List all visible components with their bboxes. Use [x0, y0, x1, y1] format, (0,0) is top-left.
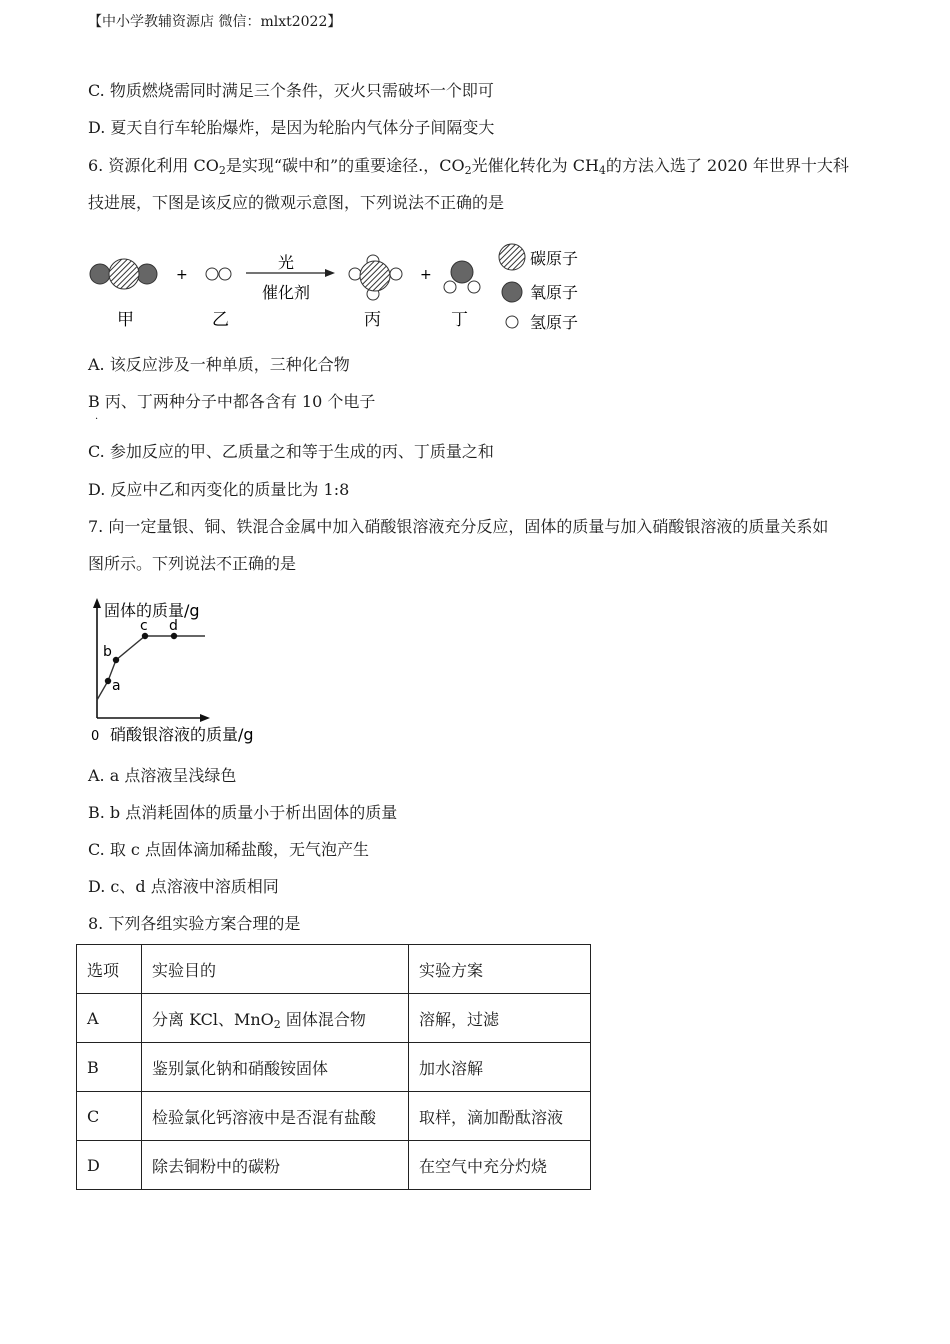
- cell-purpose: 鉴别氯化钠和硝酸铵固体: [142, 1043, 409, 1092]
- table-row: [77, 1043, 591, 1092]
- stray-dot: ·: [95, 414, 99, 425]
- cell-plan: 取样，滴加酚酞溶液: [409, 1092, 591, 1141]
- label-c: c: [140, 618, 148, 634]
- header-watermark: 【中小学教辅资源店 微信：mlxt2022】: [88, 14, 342, 30]
- q6-option-a: A. 该反应涉及一种单质，三种化合物: [88, 355, 350, 374]
- ch4-molecule: [349, 255, 402, 300]
- reaction-diagram: [80, 238, 600, 338]
- table-row: [77, 994, 591, 1043]
- h2o-molecule: [444, 261, 480, 293]
- header-option: 选项: [77, 945, 142, 994]
- q6-stem-line1: 6. 资源化利用 $CO_2$是实现“碳中和”的重要途径.，$CO_2$光催化转化为 $CH_4$的方法入选了 2020 年世界十大科: [88, 156, 849, 177]
- table-row: [77, 1092, 591, 1141]
- q5-option-c: C. 物质燃烧需同时满足三个条件，灭火只需破坏一个即可: [88, 81, 494, 100]
- q7-option-c: C. 取 c 点固体滴加稀盐酸，无气泡产生: [88, 840, 369, 859]
- y-axis-label: 固体的质量/g: [104, 601, 200, 620]
- cell-plan: 加水溶解: [409, 1043, 591, 1092]
- cell-option: B: [77, 1043, 142, 1092]
- q7-option-d: D. c、d 点溶液中溶质相同: [88, 877, 279, 896]
- legend-oxygen: 氧原子: [530, 283, 579, 302]
- q7-stem-line2: 图所示。下列说法不正确的是: [88, 554, 297, 573]
- q7-stem-line1: 7. 向一定量银、铜、铁混合金属中加入硝酸银溶液充分反应，固体的质量与加入硝酸银溶液的质量关系如: [88, 517, 829, 536]
- mass-graph: [82, 596, 282, 748]
- q6-option-d: D. 反应中乙和丙变化的质量比为 1:8: [88, 480, 350, 499]
- plus-sign-2: +: [420, 267, 432, 283]
- table-header-row: [77, 945, 591, 994]
- q7-option-a: A. a 点溶液呈浅绿色: [88, 766, 237, 785]
- cell-plan: 在空气中充分灼烧: [409, 1141, 591, 1190]
- point-a: [105, 678, 111, 684]
- table-row: [77, 1141, 591, 1190]
- label-jia: 甲: [117, 310, 134, 330]
- q7-option-b: B. b 点消耗固体的质量小于析出固体的质量: [88, 803, 398, 822]
- q8-stem: 8. 下列各组实验方案合理的是: [88, 914, 301, 933]
- label-yi: 乙: [212, 310, 229, 330]
- origin-label: 0: [91, 729, 100, 744]
- legend-carbon: 碳原子: [530, 249, 579, 268]
- experiment-table: [76, 944, 591, 1190]
- arrow-label-catalyst: 催化剂: [262, 283, 311, 302]
- header-purpose: 实验目的: [142, 945, 409, 994]
- label-bing: 丙: [364, 310, 381, 330]
- arrow-label-light: 光: [278, 253, 295, 272]
- point-b: [113, 657, 119, 663]
- cell-purpose: 检验氯化钙溶液中是否混有盐酸: [142, 1092, 409, 1141]
- header-plan: 实验方案: [409, 945, 591, 994]
- cell-plan: 溶解，过滤: [409, 994, 591, 1043]
- legend: [499, 244, 578, 332]
- label-d: d: [169, 618, 178, 634]
- cell-purpose: 除去铜粉中的碳粉: [142, 1141, 409, 1190]
- q6-option-b: B 丙、丁两种分子中都各含有 10 个电子: [88, 392, 376, 411]
- q6-stem-line2: 技进展，下图是该反应的微观示意图，下列说法不正确的是: [88, 193, 505, 212]
- cell-option: D: [77, 1141, 142, 1190]
- x-axis-label: 硝酸银溶液的质量/g: [110, 725, 254, 744]
- plus-sign: +: [176, 267, 188, 283]
- label-a: a: [112, 678, 121, 694]
- label-ding: 丁: [451, 310, 468, 330]
- label-b: b: [103, 644, 112, 660]
- cell-option: A: [77, 994, 142, 1043]
- h2-molecule: [206, 268, 231, 280]
- co2-molecule: [90, 259, 157, 289]
- legend-hydrogen: 氢原子: [530, 313, 579, 332]
- cell-option: C: [77, 1092, 142, 1141]
- cell-purpose: 分离 KCl、MnO$_2$ 固体混合物: [142, 994, 409, 1043]
- q5-option-d: D. 夏天自行车轮胎爆炸，是因为轮胎内气体分子间隔变大: [88, 118, 495, 137]
- q6-option-c: C. 参加反应的甲、乙质量之和等于生成的丙、丁质量之和: [88, 442, 494, 461]
